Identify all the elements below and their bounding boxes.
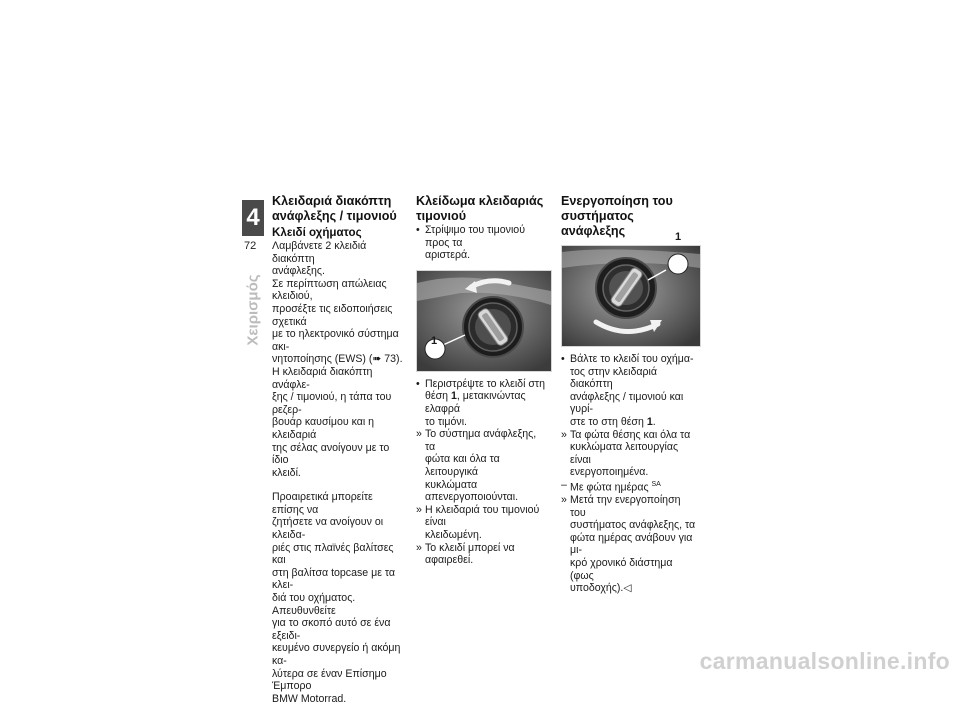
section-heading-ignition-lock: Κλειδαριά διακόπτη ανάφλεξης / τιμονιού [272,194,397,223]
result-lights-on: » Τα φώτα θέσης και όλα τα κυκλώματα λειτουργίας είναι ενεργοποιημένα. [561,428,691,479]
section-heading-ignition-on: Ενεργοποίηση του συστήματος ανάφλεξης [561,194,673,238]
paragraph-keys-received: Λαμβάνετε 2 κλειδιά διακόπτη ανάφλεξης. [272,240,367,278]
chapter-title-vertical: Χειρισμός [244,274,262,346]
page-reference-arrow-icon: ➠ [372,353,382,366]
column-3 [561,194,699,595]
ignition-switch-photo [561,245,701,347]
condition-daytime-lights: – Με φώτα ημέρας $^{SA}$ [561,478,661,494]
paragraph-same-key: Η κλειδαριά διακόπτη ανάφλε- ξης / τιμονιού, η τάπα του ρεζερ- βουάρ καυσίμου και η κλειδαριά της σέλας ανοίγουν με το ίδιο κλειδί. [272,365,392,479]
column-2 [416,194,548,567]
result-steering-locked: » Η κλειδαριά του τιμονιού είναι κλειδωμένη. [416,503,540,541]
chapter-number-tab: 4 [242,200,264,236]
step-turn-key-to-position: • Περιστρέψτε το κλειδί στη θέση 1, μετακινώντας ελαφρά το τιμόνι. [416,377,545,428]
footer-watermark: carmanualsonline.info [699,648,950,674]
subheading-vehicle-key: Κλειδί οχήματος [272,226,362,239]
result-key-removable: » Το κλειδί μπορεί να αφαιρεθεί. [416,541,515,567]
steering-lock-photo [416,270,552,372]
special-accessory-badge: SA [651,480,661,488]
paragraph-optional-cases: Προαιρετικά μπορείτε επίσης να ζητήσετε να ανοίγουν οι κλειδα- ριές στις πλαϊνές βαλίτσες και στη βαλίτσα topcase με τα κλει- διά του οχήματος. Απευθυνθείτε για το σκοπό αυτό σε ένα εξειδι- κευμένο συνεργείο ή ακόμη κα- λύτερα σε έναν Επίσημο Έμπορο BMW Motorrad. [272,491,401,705]
bullet-turn-handlebar: • Στρίψιμο του τιμονιού προς τα αριστερά. [416,224,525,262]
result-circuits-off: » Το σύστημα ανάφλεξης, τα φώτα και όλα τα λειτουργικά κυκλώματα απενεργοποιούνται. [416,428,537,504]
section-heading-steering-lock: Κλείδωμα κλειδαριάς τιμονιού [416,194,544,223]
paragraph-lost-key: Σε περίπτωση απώλειας κλειδιού, προσέξτε τις ειδοποιήσεις σχετικά με το ηλεκτρονικό σύστημα ακι- νητοποίησης (EWS) (➠ 73). [272,277,403,366]
result-welcome-light: » Μετά την ενεργοποίηση του συστήματος ανάφλεξης, τα φώτα ημέρας ανάβουν για μι- κρό χρονικό διάστημα (φως υποδοχής).◁ [561,494,696,595]
column-1 [272,194,404,705]
page-number: 72 [244,240,257,252]
figure-callout-label: 1 [674,231,682,243]
step-insert-key: • Βάλτε το κλειδί του οχήμα- τος στην κλειδαριά διακόπτη ανάφλεξης / τιμονιού και γυρί- στε το στη θέση 1. [561,353,694,428]
figure-callout-label: 1 [430,335,438,347]
page-reference[interactable]: 73). [384,353,403,366]
